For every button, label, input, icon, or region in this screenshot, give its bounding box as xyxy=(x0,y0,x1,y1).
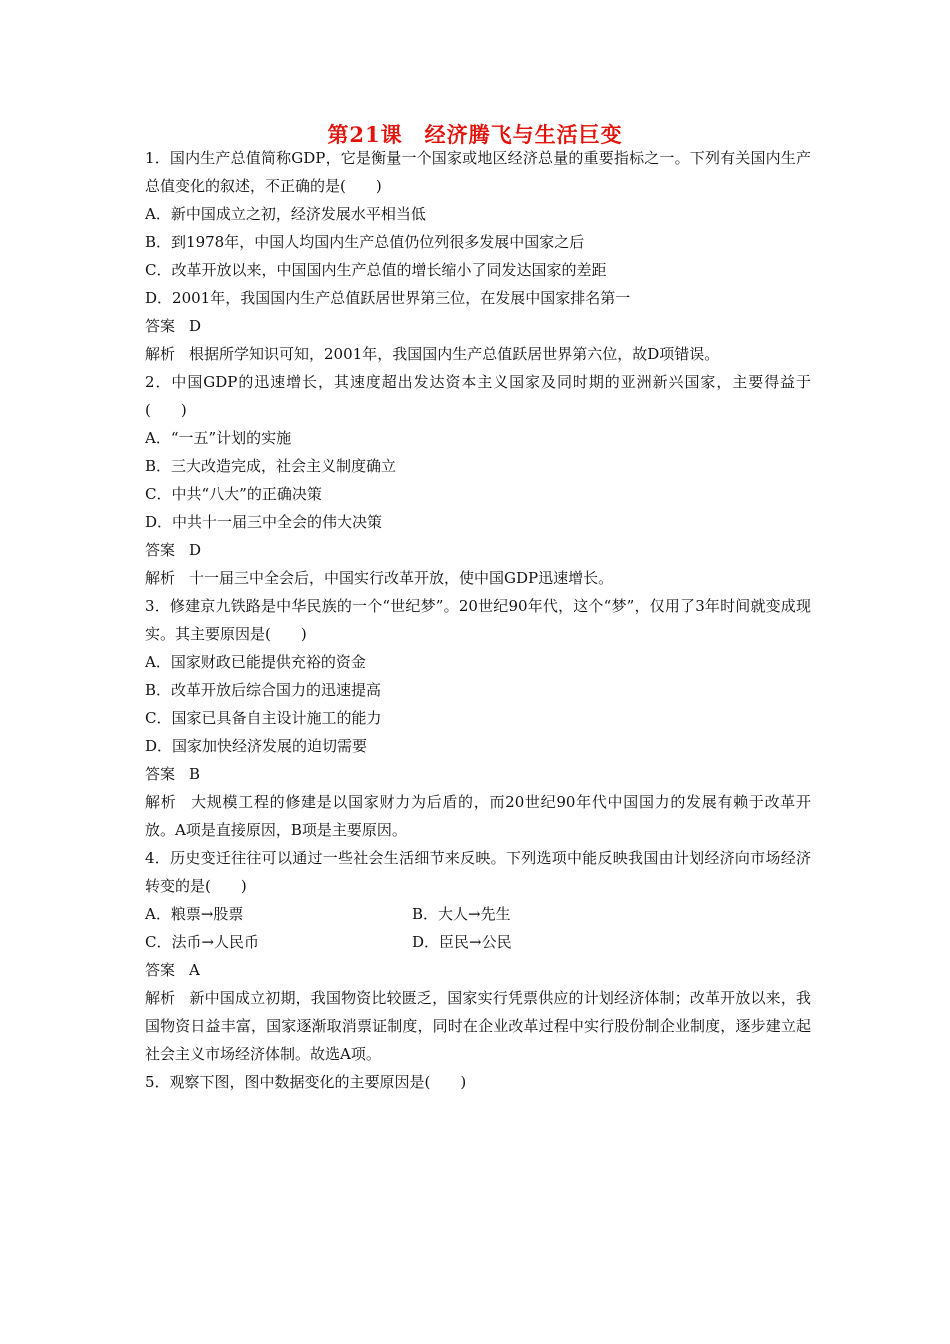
option-d: D．2001年，我国国内生产总值跃居世界第三位，在发展中国家排名第一 xyxy=(145,289,631,307)
option-d: D．中共十一届三中全会的伟大决策 xyxy=(145,513,383,531)
question-stem: 3．修建京九铁路是中华民族的一个“世纪梦”。20世纪90年代，这个“梦”，仅用了3年时间就变成现实。其主要原因是( ) xyxy=(145,597,811,643)
analysis-text: 大规模工程的修建是以国家财力为后盾的，而20世纪90年代中国国力的发展有赖于改革开放。A项是直接原因，B项是主要原因。 xyxy=(145,793,811,839)
option-a: A．新中国成立之初，经济发展水平相当低 xyxy=(145,205,426,223)
question-4 xyxy=(145,844,811,1068)
analysis-line xyxy=(145,340,811,368)
question-stem: 1．国内生产总值简称GDP，它是衡量一个国家或地区经济总量的重要指标之一。下列有关国内生产总值变化的叙述，不正确的是( ) xyxy=(145,149,811,195)
options-row-1 xyxy=(145,900,811,928)
answer-label: 答案 xyxy=(145,961,176,979)
answer-label: 答案 xyxy=(145,541,176,559)
option-a: A．粮票→股票 xyxy=(145,905,244,923)
analysis-line xyxy=(145,984,811,1068)
question-stem: 2．中国GDP的迅速增长，其速度超出发达资本主义国家及同时期的亚洲新兴国家，主要得益于( ) xyxy=(145,373,811,419)
analysis-text: 十一届三中全会后，中国实行改革开放，使中国GDP迅速增长。 xyxy=(189,569,614,587)
analysis-text: 新中国成立初期，我国物资比较匮乏，国家实行凭票供应的计划经济体制；改革开放以来，我国物资日益丰富，国家逐渐取消票证制度，同时在企业改革过程中实行股份制企业制度，逐步建立起社会主义市场经济体制。故选A项。 xyxy=(145,989,811,1063)
question-1 xyxy=(145,144,811,368)
question-2 xyxy=(145,368,811,592)
options-row-2 xyxy=(145,928,811,956)
answer-line xyxy=(145,760,811,788)
question-list xyxy=(145,144,811,1096)
question-stem: 5．观察下图，图中数据变化的主要原因是( ) xyxy=(145,1073,467,1091)
option-c: C．改革开放以来，中国国内生产总值的增长缩小了同发达国家的差距 xyxy=(145,261,607,279)
option-d: D．国家加快经济发展的迫切需要 xyxy=(145,737,368,755)
question-stem: 4．历史变迁往往可以通过一些社会生活细节来反映。下列选项中能反映我国由计划经济向市场经济转变的是( ) xyxy=(145,849,811,895)
option-d: D．臣民→公民 xyxy=(412,933,512,951)
option-c: C．国家已具备自主设计施工的能力 xyxy=(145,709,382,727)
answer-label: 答案 xyxy=(145,317,176,335)
answer-line xyxy=(145,956,811,984)
answer-line xyxy=(145,536,811,564)
option-c: C．中共“八大”的正确决策 xyxy=(145,485,322,503)
option-b: B．到1978年，中国人均国内生产总值仍位列很多发展中国家之后 xyxy=(145,233,585,251)
analysis-label: 解析 xyxy=(145,569,176,587)
analysis-label: 解析 xyxy=(145,793,177,811)
answer-value: A xyxy=(189,961,200,979)
analysis-label: 解析 xyxy=(145,989,176,1007)
question-5 xyxy=(145,1068,811,1096)
analysis-line xyxy=(145,564,811,592)
option-b: B．三大改造完成，社会主义制度确立 xyxy=(145,457,397,475)
option-b: B．大人→先生 xyxy=(412,905,511,923)
option-c: C．法币→人民币 xyxy=(145,933,260,951)
analysis-text: 根据所学知识可知，2001年，我国国内生产总值跃居世界第六位，故D项错误。 xyxy=(189,345,720,363)
answer-value: D xyxy=(189,541,202,559)
option-b: B．改革开放后综合国力的迅速提高 xyxy=(145,681,382,699)
answer-line xyxy=(145,312,811,340)
answer-value: B xyxy=(189,765,201,783)
analysis-label: 解析 xyxy=(145,345,176,363)
answer-value: D xyxy=(189,317,202,335)
question-3 xyxy=(145,592,811,844)
option-a: A．“一五”计划的实施 xyxy=(145,429,292,447)
option-a: A．国家财政已能提供充裕的资金 xyxy=(145,653,366,671)
analysis-line xyxy=(145,788,811,844)
answer-label: 答案 xyxy=(145,765,176,783)
lesson-title: 第21课 经济腾飞与生活巨变 xyxy=(327,122,623,147)
